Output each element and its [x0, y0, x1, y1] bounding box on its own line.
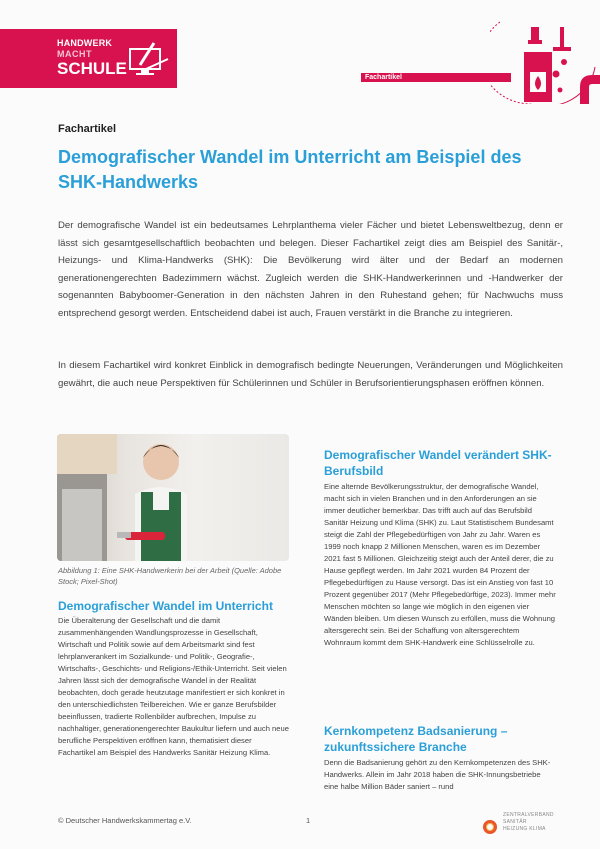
section-heading-berufsbild: Demografischer Wandel verändert SHK-Berufsbild [324, 448, 552, 478]
worker-illustration [57, 434, 289, 561]
section-heading-unterricht: Demografischer Wandel im Unterricht [58, 599, 273, 613]
section-body-badsanierung: Denn die Badsanierung gehört zu den Kernkompetenzen des SHK-Handwerks. Allein im Jahr 2018 haben die SHK-Innungsbetriebe eine halbe Million Bäder saniert – rund [324, 758, 551, 791]
partner-logo-line-1: ZENTRALVERBAND [503, 812, 554, 818]
logo-line-1: HANDWERK [57, 38, 113, 48]
figure-caption: Abbildung 1: Eine SHK-Handwerkerin bei der Arbeit (Quelle: Adobe Stock; Pixel-Shot) [58, 566, 282, 586]
logo-line-2: MACHT [57, 49, 92, 59]
section-heading-badsanierung: Kernkompetenz Badsanierung – zukunftssichere Branche [324, 724, 508, 754]
monitor-pencil-icon [128, 41, 172, 79]
zvshk-partner-logo [483, 808, 563, 842]
shk-icons-emblem [490, 12, 600, 104]
category-tag-bar: Fachartikel [361, 73, 511, 82]
page-number: 1 [306, 816, 311, 825]
footer-copyright: © Deutscher Handwerkskammertag e.V. [58, 816, 192, 825]
intro-paragraph: Der demografische Wandel ist ein bedeutsames Lehrplanthema vieler Fächer und bietet Lebensweltbezug, denn er lässt sich gesamtgesellschaftlich beobachten und belegen. Dieser Fachartikel zeigt dies am Beispiel des Sanitär-, Heizungs- und Klima-Handwerks (SHK): Die Bevölkerung wird älter und der Bedarf an modernen generationengerechten Badezimmern wächst. Zugleich werden die SHK-Handwerkerinnen und -Handwerker der sogenannten Babyboomer-Generation in den nächsten Jahren in den Ruhestand gehen; für Nachwuchs muss entsprechend gesorgt werden. Entscheidend dabei ist auch, Frauen verstärkt in die Branche zu integrieren. [58, 220, 563, 319]
intro-paragraph-2: In diesem Fachartikel wird konkret Einblick in demografisch bedingte Neuerungen, Veränderungen und Möglichkeiten gewährt, die auch neue Perspektiven für Schülerinnen und Schüler in Berufsorientierungsphasen eröffnen können. [58, 360, 563, 389]
section-body-berufsbild: Eine alternde Bevölkerungsstruktur, der demografische Wandel, macht sich in vielen Branchen und in den Anforderungen an sie immer deutlicher bemerkbar. Das trifft auch auf das Berufsbild Sanitär Heizung und Klima (SHK) zu. Laut Statistischem Bundesamt steigt die Zahl der Pflegebedürftigen von Jahr zu Jahr. Waren es 1999 noch knapp 2 Millionen Menschen, waren es im Dezember 2021 fast 5 Millionen. Gleichzeitig steigt auch der Anteil derer, die zu Hause gepflegt werden. Im Jahr 2021 wurden 84 Prozent der Pflegebedürftigen zu Hause versorgt. Das ist ein Anstieg von fast 10 Prozent gegenüber 2017 (Mehr Pflegebedürftige, 2023). Immer mehr Menschen möchten so lange wie möglich in den eigenen vier Wänden bleiben. Um diesen Wunsch zu erfüllen, muss die Wohnung altersgerecht sein. Bei der Schaffung von altersgerechtem Wohnraum kommt dem SHK-Handwerk eine Schlüsselrolle zu. [324, 482, 556, 647]
logo-line-3: SCHULE [57, 59, 127, 78]
logo-wordmark [57, 39, 127, 77]
handwerk-macht-schule-logo [0, 29, 177, 88]
figure-photo [57, 434, 289, 561]
partner-logo-line-2: SANITÄR [503, 819, 527, 825]
section-body-unterricht: Die Überalterung der Gesellschaft und die damit zusammenhängenden Wandlungsprozesse in Gesellschaft, Wirtschaft und Politik sowie auf dem Arbeitsmarkt sind fest lehrplanverankert im Sozialkunde- und Politik-, Geografie-, Wirtschafts-, Geschichts- und Religions-/Ethik-Unterricht. Seit vielen Jahren lässt sich der demografische Wandel in der Realität beobachten, doch gerade heutzutage manifestiert er sich konkret in den unterschiedlichsten Teilbereichen. Wie er ganze Berufsbilder beeinflussen, tradierte Rollenbilder aufbrechen, Impulse zu nachhaltiger, generationengerechter Baukultur liefern und auch neue berufliche Perspektiven eröffnen kann, thematisiert dieser Fachartikel am Beispiel des Handwerks Sanitär Heizung Klima. [58, 616, 289, 757]
zvshk-ring-icon [483, 820, 497, 834]
partner-logo-line-3: HEIZUNG KLIMA [503, 826, 546, 832]
article-kicker: Fachartikel [58, 123, 117, 135]
article-title: Demografischer Wandel im Unterricht am Beispiel des SHK-Handwerks [58, 147, 522, 192]
